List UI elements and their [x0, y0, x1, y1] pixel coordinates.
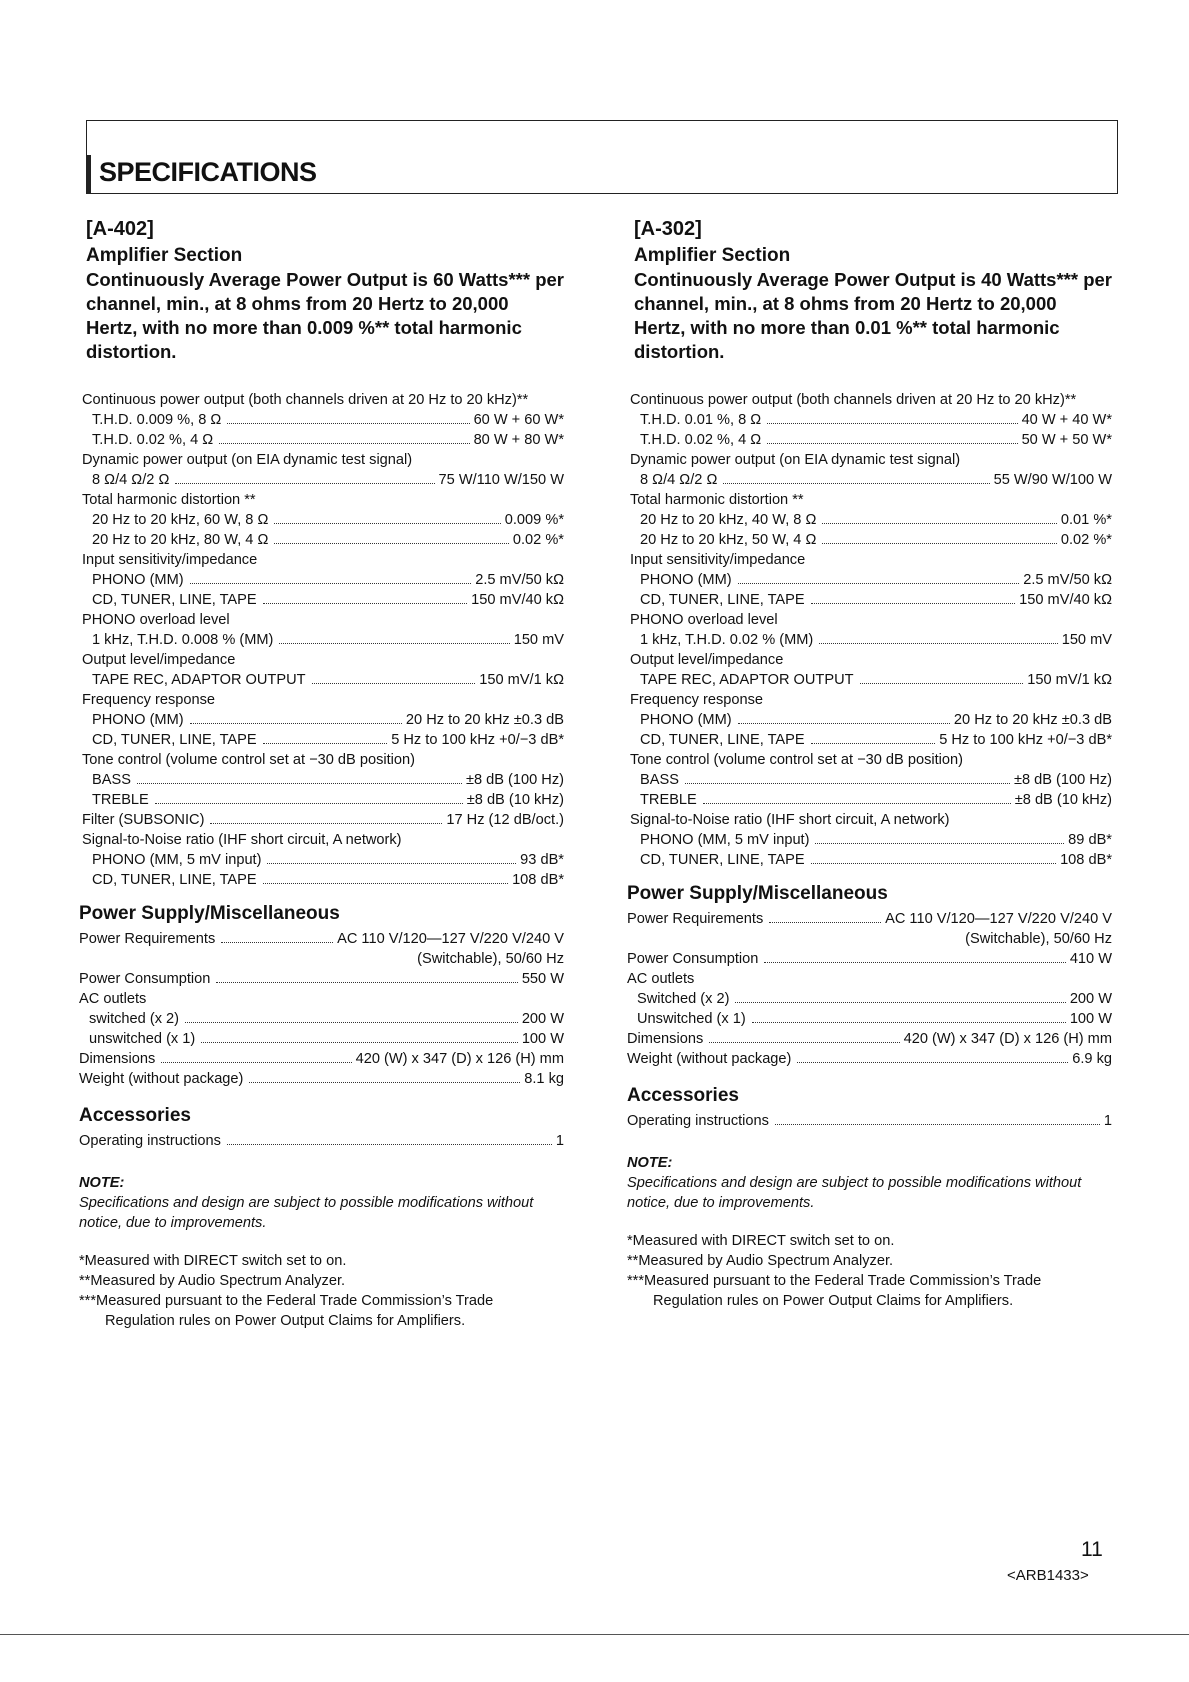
amplifier-section-heading: Amplifier Section: [634, 245, 791, 266]
document-id: <ARB1433>: [1007, 1567, 1089, 1584]
spec-row: Power Requirements AC 110 V/120—127 V/220 V/240 V: [79, 931, 564, 947]
spec-row: T.H.D. 0.02 %, 4 Ω 80 W + 80 W*: [92, 432, 564, 448]
spec-row: CD, TUNER, LINE, TAPE 5 Hz to 100 kHz +0/−3 dB*: [92, 732, 564, 748]
spec-row: PHONO (MM) 2.5 mV/50 kΩ: [92, 572, 564, 588]
spec-row: CD, TUNER, LINE, TAPE 5 Hz to 100 kHz +0/−3 dB*: [640, 732, 1112, 748]
spec-row: CD, TUNER, LINE, TAPE 108 dB*: [640, 852, 1112, 868]
model-heading: [A-402]: [86, 218, 154, 240]
spec-group-label: Input sensitivity/impedance: [630, 552, 806, 568]
spec-row: Weight (without package) 6.9 kg: [627, 1051, 1112, 1067]
spec-row: Dimensions 420 (W) x 347 (D) x 126 (H) mm: [627, 1031, 1112, 1047]
page-number: 11: [1081, 1538, 1103, 1561]
spec-row: unswitched (x 1) 100 W: [89, 1031, 564, 1047]
spec-row: 20 Hz to 20 kHz, 40 W, 8 Ω 0.01 %*: [640, 512, 1112, 528]
power-output-headline: Continuously Average Power Output is 40 Watts*** per channel, min., at 8 ohms from 20 Hertz to 20,000 Hertz, with no more than 0.01 %** total harmonic distortion.: [634, 269, 1113, 362]
spec-row: Power Consumption 550 W: [79, 971, 564, 987]
spec-group-label: PHONO overload level: [82, 612, 230, 628]
spec-row: PHONO (MM, 5 mV input) 93 dB*: [92, 852, 564, 868]
footnote: ***Measured pursuant to the Federal Trade Commission’s Trade: [627, 1273, 1042, 1289]
spec-group-label: Frequency response: [630, 692, 764, 708]
spec-group-label: Tone control (volume control set at −30 dB position): [82, 752, 415, 768]
note-heading: NOTE:: [627, 1155, 673, 1171]
spec-row: BASS ±8 dB (100 Hz): [640, 772, 1112, 788]
spec-row: Weight (without package) 8.1 kg: [79, 1071, 564, 1087]
spec-row: 20 Hz to 20 kHz, 50 W, 4 Ω 0.02 %*: [640, 532, 1112, 548]
column-a302: [627, 216, 1113, 1311]
spec-row: T.H.D. 0.01 %, 8 Ω 40 W + 40 W*: [640, 412, 1112, 428]
footnotes: [627, 1231, 1112, 1311]
footnote-continuation: Regulation rules on Power Output Claims for Amplifiers.: [653, 1293, 1014, 1309]
spec-group-label: Tone control (volume control set at −30 dB position): [630, 752, 963, 768]
note-block: [627, 1153, 1112, 1213]
accessories-heading: Accessories: [79, 1105, 191, 1126]
spec-row: Switched (x 2) 200 W: [637, 991, 1112, 1007]
spec-group-label: Signal-to-Noise ratio (IHF short circuit, A network): [82, 832, 402, 848]
bottom-rule: [0, 1634, 1189, 1635]
spec-row: 20 Hz to 20 kHz, 60 W, 8 Ω 0.009 %*: [92, 512, 564, 528]
spec-row: T.H.D. 0.02 %, 4 Ω 50 W + 50 W*: [640, 432, 1112, 448]
spec-group-label: PHONO overload level: [630, 612, 778, 628]
footnote: *Measured with DIRECT switch set to on.: [79, 1253, 347, 1269]
footnote: **Measured by Audio Spectrum Analyzer.: [79, 1273, 346, 1289]
spec-group-label: Total harmonic distortion **: [82, 492, 256, 508]
spec-group-label: Output level/impedance: [630, 652, 784, 668]
spec-row: Operating instructions 1: [79, 1133, 564, 1149]
spec-group-label: Dynamic power output (on EIA dynamic test signal): [82, 452, 413, 468]
spec-row: 20 Hz to 20 kHz, 80 W, 4 Ω 0.02 %*: [92, 532, 564, 548]
footnote-continuation: Regulation rules on Power Output Claims for Amplifiers.: [105, 1313, 466, 1329]
power-output-headline: Continuously Average Power Output is 60 Watts*** per channel, min., at 8 ohms from 20 Hertz to 20,000 Hertz, with no more than 0.009 %** total harmonic distortion.: [86, 269, 565, 362]
amplifier-section-heading: Amplifier Section: [86, 245, 243, 266]
spec-row: BASS ±8 dB (100 Hz): [92, 772, 564, 788]
spec-group-label: Signal-to-Noise ratio (IHF short circuit, A network): [630, 812, 950, 828]
spec-row: PHONO (MM, 5 mV input) 89 dB*: [640, 832, 1112, 848]
spec-row: Power Requirements AC 110 V/120—127 V/220 V/240 V: [627, 911, 1112, 927]
spec-row: Power Consumption 410 W: [627, 951, 1112, 967]
page-title: SPECIFICATIONS: [99, 157, 317, 187]
power-supply-heading: Power Supply/Miscellaneous: [627, 883, 888, 904]
footnote: *Measured with DIRECT switch set to on.: [627, 1233, 895, 1249]
spec-group-label: Continuous power output (both channels driven at 20 Hz to 20 kHz)**: [630, 392, 1077, 408]
spec-row: 1 kHz, T.H.D. 0.008 % (MM) 150 mV: [92, 632, 564, 648]
accessories-heading: Accessories: [627, 1085, 739, 1106]
spec-row: CD, TUNER, LINE, TAPE 150 mV/40 kΩ: [640, 592, 1112, 608]
spec-group-label: Input sensitivity/impedance: [82, 552, 258, 568]
note-text: Specifications and design are subject to possible modifications without notice, due to improvements.: [79, 1195, 534, 1231]
footnote: **Measured by Audio Spectrum Analyzer.: [627, 1253, 894, 1269]
note-text: Specifications and design are subject to possible modifications without notice, due to improvements.: [627, 1175, 1082, 1211]
spec-row: Operating instructions 1: [627, 1113, 1112, 1129]
spec-group-label: Dynamic power output (on EIA dynamic test signal): [630, 452, 961, 468]
spec-row: 8 Ω/4 Ω/2 Ω 75 W/110 W/150 W: [92, 472, 564, 488]
footnote: ***Measured pursuant to the Federal Trade Commission’s Trade: [79, 1293, 494, 1309]
spec-group-label: Output level/impedance: [82, 652, 236, 668]
model-heading: [A-302]: [634, 218, 702, 240]
spec-row: 1 kHz, T.H.D. 0.02 % (MM) 150 mV: [640, 632, 1112, 648]
spec-row: CD, TUNER, LINE, TAPE 108 dB*: [92, 872, 564, 888]
spec-group-label: Total harmonic distortion **: [630, 492, 804, 508]
spec-row: switched (x 2) 200 W: [89, 1011, 564, 1027]
spec-row: PHONO (MM) 20 Hz to 20 kHz ±0.3 dB: [92, 712, 564, 728]
spec-row: Unswitched (x 1) 100 W: [637, 1011, 1112, 1027]
spec-group-label: Continuous power output (both channels driven at 20 Hz to 20 kHz)**: [82, 392, 529, 408]
power-supply-heading: Power Supply/Miscellaneous: [79, 903, 340, 924]
specifications-title-box: [86, 120, 1118, 194]
note-block: [79, 1173, 564, 1233]
spec-group-label: AC outlets: [79, 991, 147, 1007]
footnotes: [79, 1251, 564, 1331]
note-heading: NOTE:: [79, 1175, 125, 1191]
spec-row: TAPE REC, ADAPTOR OUTPUT 150 mV/1 kΩ: [640, 672, 1112, 688]
spec-group-label: Frequency response: [82, 692, 216, 708]
spec-row: T.H.D. 0.009 %, 8 Ω 60 W + 60 W*: [92, 412, 564, 428]
spec-row: TREBLE ±8 dB (10 kHz): [640, 792, 1112, 808]
spec-row: TAPE REC, ADAPTOR OUTPUT 150 mV/1 kΩ: [92, 672, 564, 688]
spec-row: PHONO (MM) 20 Hz to 20 kHz ±0.3 dB: [640, 712, 1112, 728]
spec-row: PHONO (MM) 2.5 mV/50 kΩ: [640, 572, 1112, 588]
column-a402: [79, 216, 565, 1331]
spec-row: Filter (SUBSONIC) 17 Hz (12 dB/oct.): [82, 812, 564, 828]
title-accent-bar: [87, 155, 91, 193]
spec-group-label: AC outlets: [627, 971, 695, 987]
spec-row: TREBLE ±8 dB (10 kHz): [92, 792, 564, 808]
spec-row: CD, TUNER, LINE, TAPE 150 mV/40 kΩ: [92, 592, 564, 608]
spec-row-continuation: (Switchable), 50/60 Hz: [965, 931, 1112, 947]
spec-row: Dimensions 420 (W) x 347 (D) x 126 (H) mm: [79, 1051, 564, 1067]
spec-row-continuation: (Switchable), 50/60 Hz: [417, 951, 564, 967]
spec-row: 8 Ω/4 Ω/2 Ω 55 W/90 W/100 W: [640, 472, 1112, 488]
